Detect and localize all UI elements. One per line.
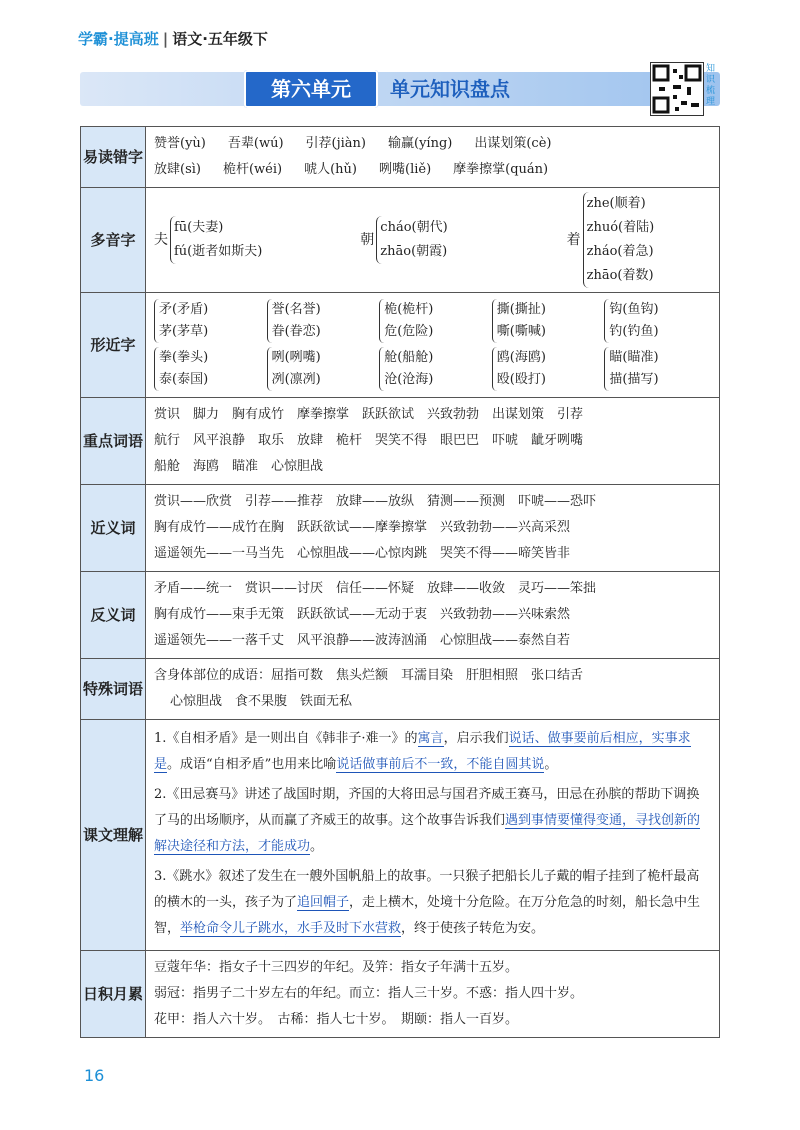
row-label: 重点词语 (81, 398, 146, 485)
row-label: 特殊词语 (81, 659, 146, 720)
word: 赞誉(yù) (154, 136, 206, 151)
polyphone-char: 着 (566, 232, 581, 248)
char-item: 沧(沧海) (384, 372, 434, 387)
table-row (81, 720, 720, 951)
reading: zhāo(朝霞) (380, 244, 448, 259)
word: 引荐(jiàn) (305, 136, 366, 151)
brand-name: 学霸·提高班 (78, 30, 159, 48)
char-item: 舱(船舱) (384, 350, 434, 365)
word-line (154, 157, 711, 183)
char-pair (154, 299, 261, 343)
text-line: 弱冠：指男子二十岁左右的年纪。而立：指人三十岁。不惑：指人四十岁。 (154, 986, 584, 1001)
row-content (146, 398, 720, 485)
char-pair (604, 299, 711, 343)
answer: 说话、做事要前后相应，实事求是 (154, 731, 691, 772)
char-item: 拳(拳头) (159, 350, 209, 365)
word: 桅杆(wéi) (222, 162, 283, 177)
text-line: 遥遥领先——一马当先 心惊胆战——心惊肉跳 哭笑不得——啼笑皆非 (154, 546, 571, 561)
text-line: 胸有成竹——成竹在胸 跃跃欲试——摩拳擦掌 兴致勃勃——兴高采烈 (154, 520, 571, 535)
paragraph (154, 726, 711, 778)
answer: 追回帽子 (297, 895, 350, 910)
text: 。 (310, 839, 324, 854)
reading: fú(逝者如斯夫) (174, 244, 263, 259)
text-line: 船舱 海鸥 瞄准 心惊胆战 (154, 459, 324, 474)
word: 唬人(hǔ) (304, 162, 357, 177)
word: 输赢(yíng) (388, 136, 453, 151)
row-label: 形近字 (81, 293, 146, 398)
char-item: 描(描写) (609, 372, 659, 387)
unit-badge: 第六单元 (244, 70, 378, 108)
text-line: 矛盾——统一 赏识——讨厌 信任——怀疑 放肆——收敛 灵巧——笨拙 (154, 581, 597, 596)
brand-header (78, 28, 268, 49)
char-item: 泰(泰国) (159, 372, 209, 387)
brace (583, 192, 655, 288)
polyphone-group (567, 192, 711, 288)
page-title: 单元知识盘点 (390, 77, 510, 101)
text: ，终于使孩子转危为安。 (401, 921, 545, 936)
word: 咧嘴(liě) (379, 162, 432, 177)
qr-code-icon[interactable] (650, 62, 704, 116)
text-line: 含身体部位的成语：屈指可数 焦头烂额 耳濡目染 肝胆相照 张口结舌 (154, 668, 584, 683)
reading: cháo(朝代) (380, 220, 448, 235)
char-pair (379, 299, 486, 343)
char-item: 钓(钓鱼) (609, 324, 659, 339)
reading: zhuó(着陆) (586, 220, 655, 235)
char-item: 誉(名誉) (271, 302, 321, 317)
char-item: 瞄(瞄准) (609, 350, 659, 365)
text-line: 胸有成竹——束手无策 跃跃欲试——无动于衷 兴致勃勃——兴味索然 (154, 607, 571, 622)
paragraph (154, 782, 711, 860)
reading: fū(夫妻) (174, 220, 224, 235)
row-content (146, 127, 720, 188)
char-item: 嘶(嘶喊) (496, 324, 546, 339)
text-line: 花甲：指人六十岁。 古稀：指人七十岁。 期颐：指人一百岁。 (154, 1012, 519, 1027)
char-item: 茅(茅草) (159, 324, 209, 339)
char-item: 鸥(海鸥) (496, 350, 546, 365)
char-pair (379, 347, 486, 391)
row-content (146, 572, 720, 659)
text-line: 遥遥领先——一落千丈 风平浪静——波涛汹涌 心惊胆战——泰然自若 (154, 633, 571, 648)
brace (170, 216, 262, 264)
reading: zhāo(着数) (586, 268, 654, 283)
polyphone-char: 朝 (360, 232, 375, 248)
text-line: 赏识 脚力 胸有成竹 摩拳擦掌 跃跃欲试 兴致勃勃 出谋划策 引荐 (154, 407, 584, 422)
row-content (146, 720, 720, 951)
text: 2.《田忌赛马》讲述了战国时期，齐国的大将田忌与国君齐威王赛马，田忌在孙膑的帮助下调换了马的出场顺序，从而赢了齐威王的故事。这个故事告诉我们 (154, 787, 700, 828)
row-label: 日积月累 (81, 951, 146, 1038)
page-number: 16 (84, 1066, 105, 1085)
char-item: 撕(撕扯) (496, 302, 546, 317)
char-pair (604, 347, 711, 391)
char-pair (154, 347, 261, 391)
table-row (81, 398, 720, 485)
reading: zhe(顺着) (586, 196, 646, 211)
reading: zháo(着急) (586, 244, 654, 259)
text-line: 心惊胆战 食不果腹 铁面无私 (170, 694, 353, 709)
word: 放肆(sì) (154, 162, 201, 177)
char-pair (267, 347, 374, 391)
text: 。 (544, 757, 558, 772)
similar-chars-grid (154, 297, 711, 393)
row-label: 多音字 (81, 188, 146, 293)
row-content (146, 485, 720, 572)
word: 吾辈(wú) (227, 136, 284, 151)
char-item: 矛(矛盾) (159, 302, 209, 317)
text: ，走上横木，处境十分危险。在万分危急的时刻，船长急中生智， (154, 895, 701, 936)
row-label: 反义词 (81, 572, 146, 659)
polyphone-group (360, 216, 566, 264)
char-pair (492, 299, 599, 343)
char-item: 眷(眷恋) (271, 324, 321, 339)
word: 出谋划策(cè) (474, 136, 552, 151)
row-content (146, 188, 720, 293)
text-line: 赏识——欣赏 引荐——推荐 放肆——放纵 猜测——预测 吓唬——恐吓 (154, 494, 597, 509)
row-label: 易读错字 (81, 127, 146, 188)
char-item: 桅(桅杆) (384, 302, 434, 317)
answer: 举枪命令儿子跳水，水手及时下水营救 (180, 921, 402, 936)
polyphone-block (154, 192, 711, 288)
qr-side-label: 知识梳理 (706, 64, 716, 107)
text-line: 豆蔻年华：指女子十三四岁的年纪。及笄：指女子年满十五岁。 (154, 960, 519, 975)
knowledge-table (80, 126, 720, 1038)
char-item: 钩(鱼钩) (609, 302, 659, 317)
text: 。成语“自相矛盾”也用来比喻 (167, 757, 337, 772)
table-row (81, 127, 720, 188)
char-item: 殴(殴打) (496, 372, 546, 387)
row-content (146, 293, 720, 398)
table-row (81, 188, 720, 293)
separator: | (162, 30, 169, 48)
text: 1.《自相矛盾》是一则出自《韩非子·难一》的 (154, 731, 418, 746)
row-content (146, 951, 720, 1038)
char-item: 危(危险) (384, 324, 434, 339)
word: 摩拳擦掌(quán) (453, 162, 549, 177)
text-line: 航行 风平浪静 取乐 放肆 桅杆 哭笑不得 眼巴巴 吓唬 龇牙咧嘴 (154, 433, 584, 448)
table-row (81, 485, 720, 572)
table-row (81, 293, 720, 398)
char-pair (267, 299, 374, 343)
row-content (146, 659, 720, 720)
polyphone-char: 夫 (154, 232, 168, 248)
word-line (154, 131, 711, 157)
paragraph (154, 864, 711, 942)
char-item: 冽(凛冽) (271, 372, 321, 387)
row-label: 课文理解 (81, 720, 146, 951)
char-pair (492, 347, 599, 391)
answer: 说话做事前后不一致，不能自圆其说 (336, 757, 545, 772)
brace (376, 216, 447, 264)
answer: 寓言 (417, 731, 444, 746)
answer: 遇到事情要懂得变通，寻找创新的解决途径和方法，才能成功 (154, 813, 701, 854)
subject-label: 语文·五年级下 (172, 30, 268, 48)
char-item: 咧(咧嘴) (271, 350, 321, 365)
table-row (81, 572, 720, 659)
table-row (81, 951, 720, 1038)
row-label: 近义词 (81, 485, 146, 572)
table-row (81, 659, 720, 720)
text: ，启示我们 (443, 731, 509, 746)
text: 3.《跳水》叙述了发生在一艘外国帆船上的故事。一只猴子把船长儿子戴的帽子挂到了桅杆最高的横木的一头，孩子为了 (154, 869, 700, 910)
polyphone-group (154, 216, 360, 264)
